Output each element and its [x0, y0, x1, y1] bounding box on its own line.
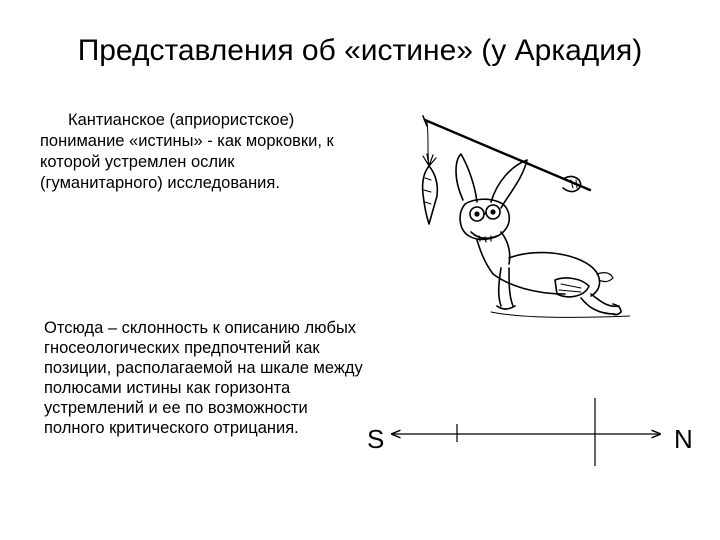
truth-scale [360, 392, 705, 482]
paragraph-kantian-view: Кантианское (априористское) понимание «истины» - как морковки, к которой устремлен ослик (гуманитарного) исследования. [40, 111, 334, 192]
donkey-carrot-drawing-icon [405, 108, 630, 323]
scale-label-n: N [674, 424, 693, 454]
slide-title: Представления об «истине» (у Аркадия) [77, 34, 643, 67]
scale-label-s: S [367, 424, 385, 454]
paragraph-scale-description: Отсюда – склонность к описанию любых гносеологических предпочтений как позиции, располагаемой на шкале между полюсами истины как горизонта устремлений и ее по возможности полного критического отрицания. [44, 319, 363, 437]
